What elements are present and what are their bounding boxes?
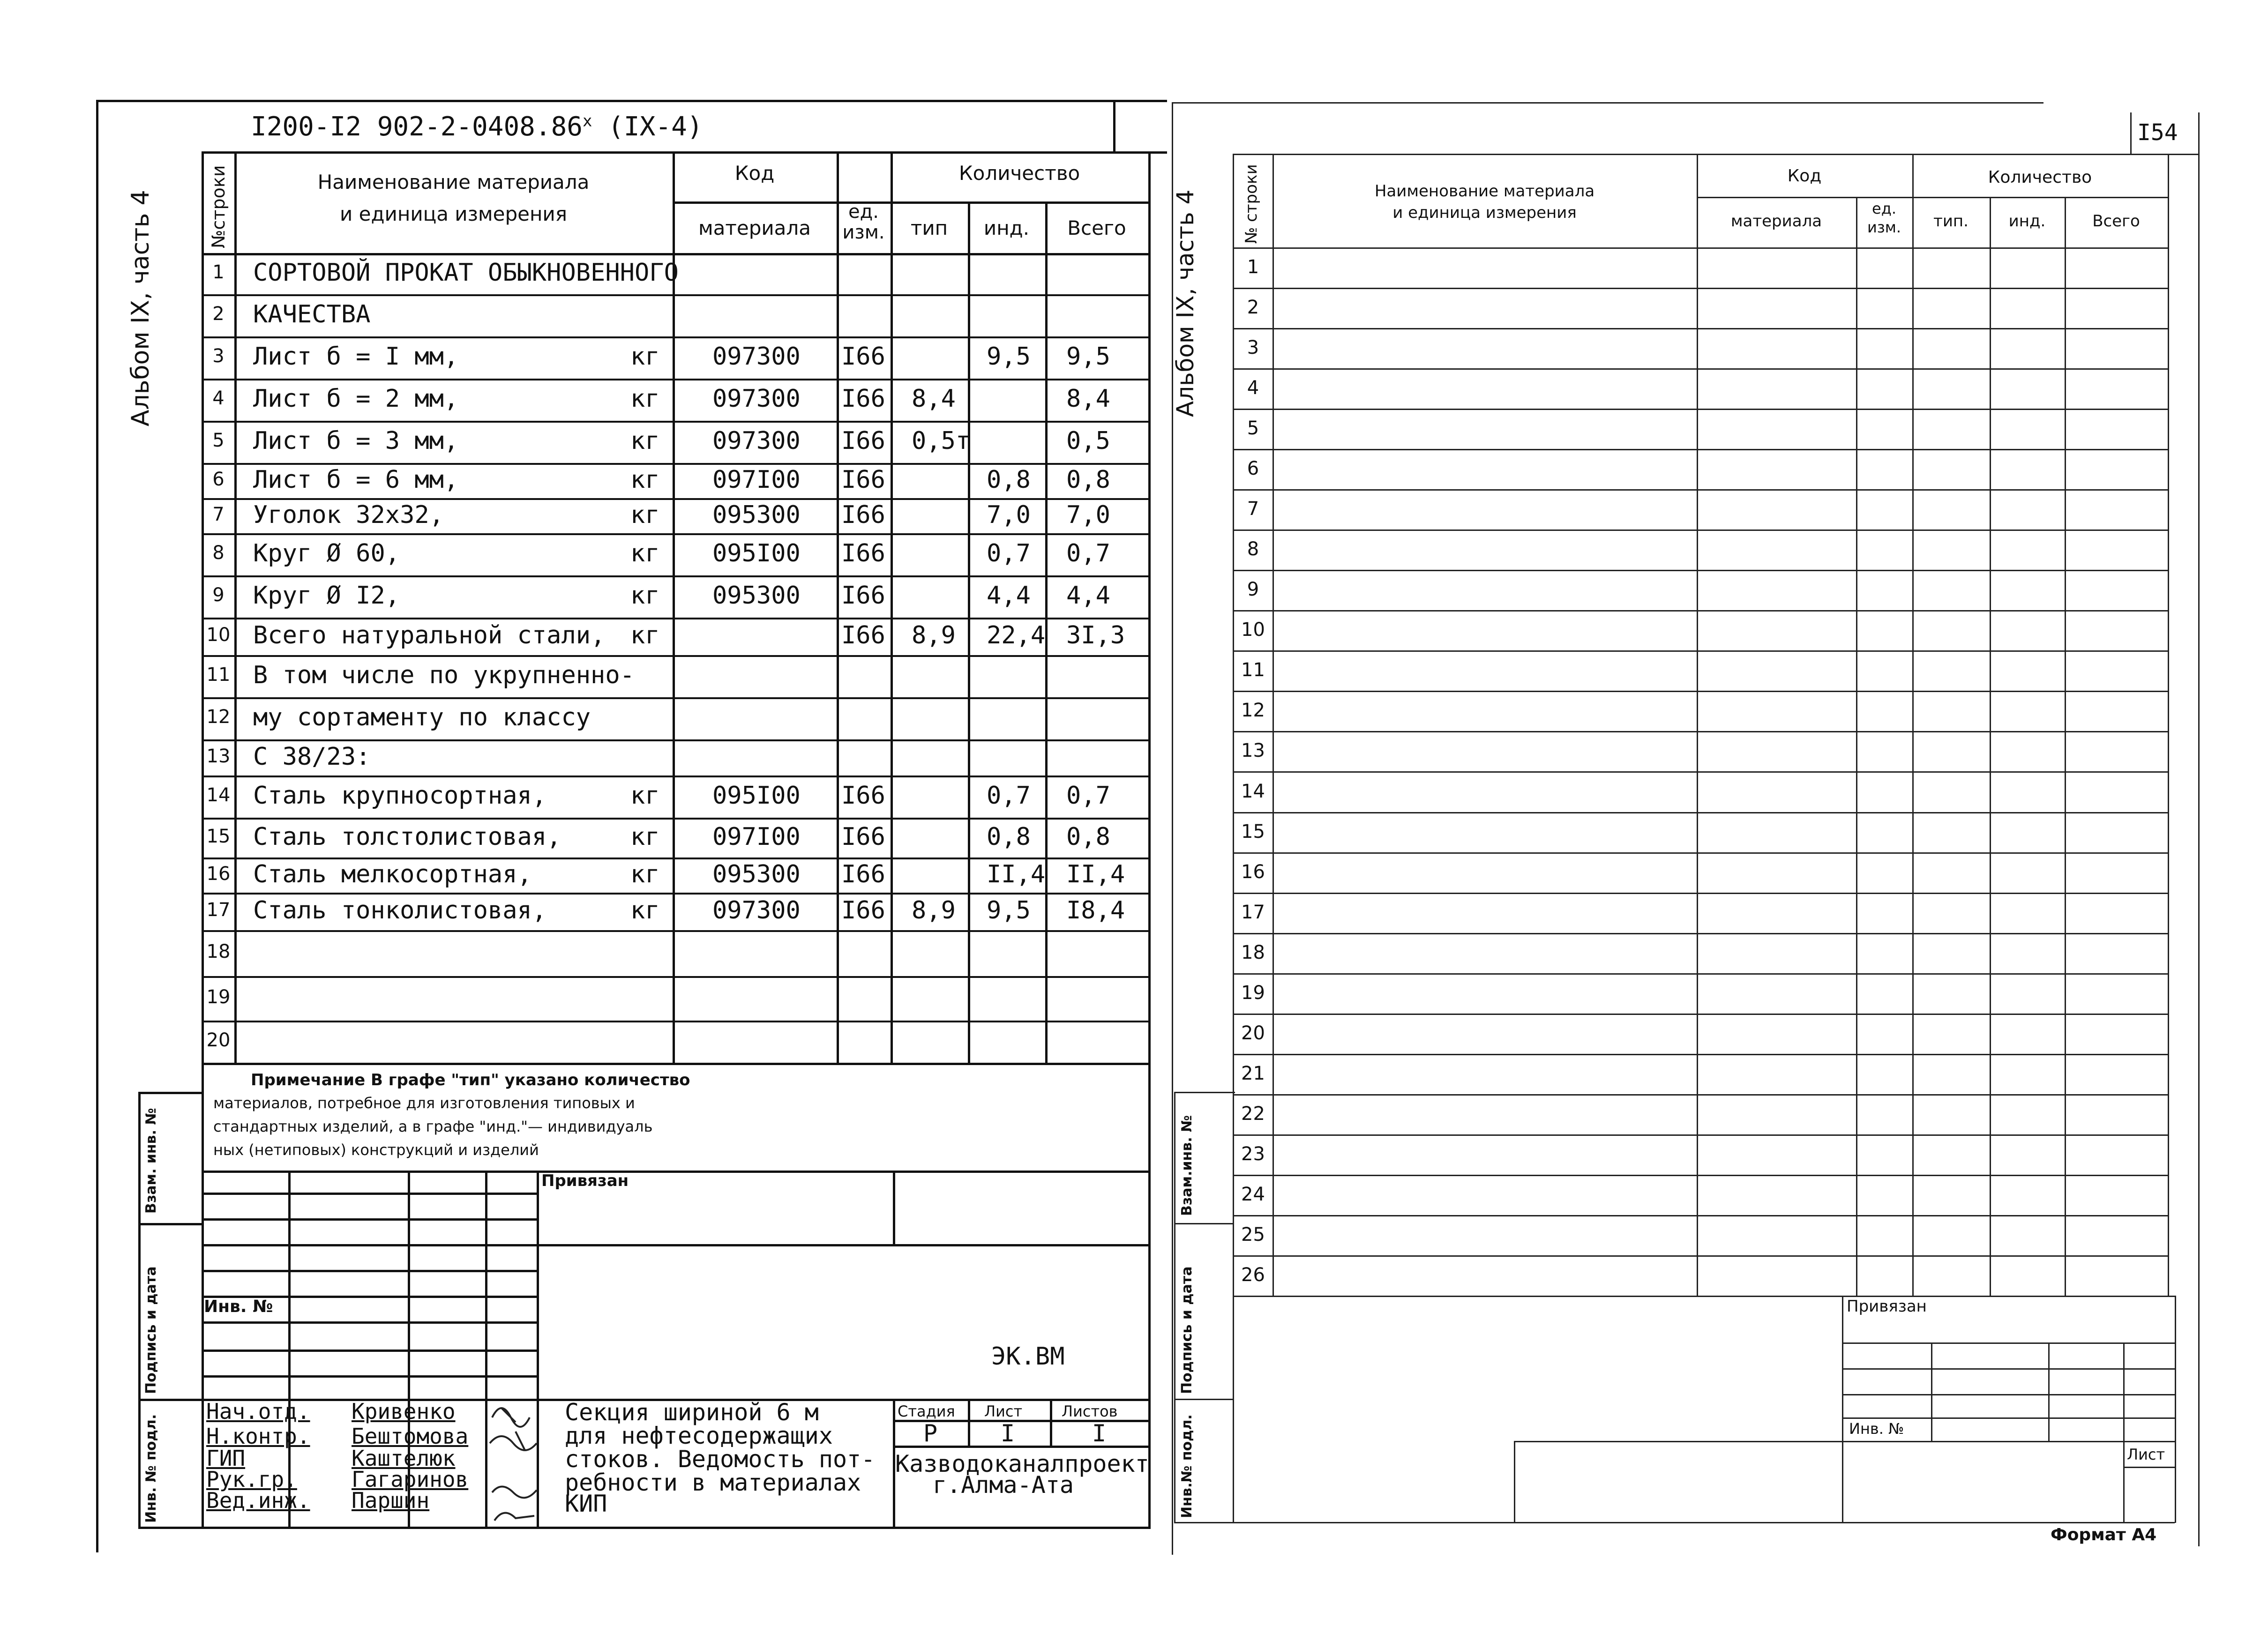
qty-ind: 4,4 [987, 582, 1031, 610]
row-number: 7 [212, 503, 225, 525]
format-label: Формат А4 [2051, 1525, 2157, 1544]
qty-type-header-right: тип. [1933, 212, 1969, 231]
row-number: 6 [212, 468, 225, 490]
row-number: 1 [212, 261, 225, 283]
inv-no-label-right: Инв. № [1849, 1420, 1904, 1438]
album-side-label-right: Альбом IX, часть 4 [1172, 189, 1199, 417]
row-number: 4 [212, 388, 225, 409]
qty-total: 3I,3 [1066, 621, 1125, 649]
row-number: 13 [1241, 740, 1265, 761]
material-name: Сталь толстолистовая, [253, 822, 561, 851]
row-no-header: №строки [208, 165, 229, 248]
note-line: ных (нетиповых) конструкций и изделий [213, 1141, 539, 1159]
qty-total-header-right: Всего [2092, 212, 2140, 231]
row-number: 12 [206, 706, 231, 728]
unit-name: кг [630, 427, 660, 455]
material-code: 097300 [712, 385, 801, 413]
role-title: Рук.гр. [206, 1467, 297, 1492]
sheet-value: I [1001, 1420, 1015, 1447]
qty-total: 0,8 [1066, 465, 1110, 494]
row-number: 7 [1247, 498, 1259, 520]
side-stamp-inv-right: Инв.№ подл. [1179, 1414, 1195, 1518]
unit-name: кг [630, 860, 660, 888]
qty-total: 0,7 [1066, 539, 1110, 567]
sheets-header: Листов [1062, 1402, 1118, 1420]
row-number: 6 [1247, 458, 1259, 479]
unit-code: I66 [841, 782, 885, 810]
material-code: 097300 [712, 343, 801, 371]
qty-total: II,4 [1066, 860, 1125, 888]
unit-code: I66 [841, 385, 885, 413]
qty-ind: 7,0 [987, 500, 1031, 529]
unit-code: I66 [841, 343, 885, 371]
stage-header: Стадия [898, 1402, 955, 1420]
material-name: Сталь тонколистовая, [253, 896, 547, 925]
row-number: 13 [206, 745, 231, 767]
unit-name: кг [630, 582, 660, 610]
qty-type-header: тип [910, 216, 948, 239]
material-code: 095300 [712, 860, 801, 888]
row-number: 10 [1241, 619, 1265, 641]
qty-ind-header-right: инд. [2008, 212, 2046, 231]
row-number: 11 [206, 664, 231, 686]
unit-name: кг [630, 782, 660, 810]
row-number: 15 [1241, 821, 1265, 843]
side-stamp-vzam-right: Взам.инв. № [1179, 1115, 1195, 1216]
row-number: 17 [1241, 902, 1265, 923]
stage-value: Р [923, 1420, 938, 1447]
row-no-header-right: № строки [1242, 164, 1261, 244]
row-number: 9 [1247, 579, 1259, 600]
org-name: Казводоканалпроект [895, 1450, 1149, 1477]
row-number: 23 [1241, 1143, 1265, 1165]
row-number: 19 [206, 986, 231, 1008]
role-person: Бештомова [352, 1424, 469, 1449]
row-number: 17 [206, 899, 231, 921]
unit-name: кг [630, 385, 660, 413]
title-line: для нефтесодержащих [565, 1422, 833, 1449]
row-number: 2 [1247, 297, 1259, 318]
qty-total: 0,5 [1066, 427, 1110, 455]
qty-type: 0,5т [912, 427, 971, 455]
material-name: Лист б = 2 мм, [253, 385, 459, 413]
material-name: Сталь крупносортная, [253, 782, 547, 810]
inv-no-label: Инв. № [204, 1297, 273, 1316]
qty-ind: 9,5 [987, 343, 1031, 371]
row-number: 5 [212, 430, 225, 451]
title-line: Секция шириной 6 м [565, 1399, 819, 1426]
page-number: I54 [2137, 119, 2178, 146]
name-header: Наименование материала и единица измерения [317, 171, 590, 225]
role-person: Паршин [352, 1488, 430, 1513]
row-number: 2 [212, 303, 225, 325]
row-number: 8 [212, 542, 225, 564]
qty-total: 8,4 [1066, 385, 1110, 413]
material-name: Лист б = I мм, [253, 343, 459, 371]
role-person: Кривенко [352, 1399, 456, 1424]
qty-ind: 0,7 [987, 539, 1031, 567]
title-line: ребности в материалах [565, 1469, 861, 1496]
row-number: 21 [1241, 1063, 1265, 1084]
unit-name: кг [630, 621, 660, 649]
material-code: 095300 [712, 582, 801, 610]
material-code: 095300 [712, 500, 801, 529]
unit-code: I66 [841, 539, 885, 567]
row-number: 3 [212, 345, 225, 367]
side-stamp-inv: Инв. № подл. [143, 1414, 159, 1523]
row-number: 24 [1241, 1184, 1265, 1205]
row-number: 16 [1241, 861, 1265, 883]
quantity-header-right: Количество [1988, 168, 2092, 187]
side-stamp-podpis-right: Подпись и дата [1179, 1266, 1195, 1394]
note-line: стандартных изделий, а в графе "инд."— индивидуаль [213, 1118, 653, 1135]
qty-total: 4,4 [1066, 582, 1110, 610]
row-number: 18 [1241, 942, 1265, 963]
row-number: 20 [206, 1029, 231, 1051]
unit-code: I66 [841, 582, 885, 610]
material-name: Всего натуральной стали, [253, 621, 606, 649]
unit-code: I66 [841, 822, 885, 851]
material-name: СОРТОВОЙ ПРОКАТ ОБЫКНОВЕННОГО [253, 259, 679, 287]
row-number: 1 [1247, 256, 1259, 278]
row-number: 8 [1247, 538, 1259, 560]
row-number: 11 [1241, 659, 1265, 681]
role-title: ГИП [206, 1446, 246, 1471]
doc-mark: ЭК.ВМ [991, 1342, 1065, 1371]
qty-type: 8,9 [912, 621, 956, 649]
code-material-header: материала [698, 216, 811, 239]
list-label-right: Лист [2127, 1446, 2165, 1463]
document-code: I200-I2 902-2-0408.86$^x$ (IX-4) [251, 112, 703, 142]
qty-ind: 22,4 [987, 621, 1046, 649]
quantity-header: Количество [958, 162, 1080, 185]
material-name: Лист б = 3 мм, [253, 427, 459, 455]
material-name: КАЧЕСТВА [253, 300, 371, 328]
unit-code: I66 [841, 427, 885, 455]
qty-ind: 9,5 [987, 896, 1031, 925]
code-header: Код [734, 162, 775, 185]
role-title: Вед.инж. [206, 1488, 310, 1513]
material-code: 095I00 [712, 539, 801, 567]
unit-code: I66 [841, 500, 885, 529]
role-title: Нач.отд. [206, 1399, 310, 1424]
material-name: С 38/23: [253, 742, 371, 771]
qty-ind: 0,7 [987, 782, 1031, 810]
privyazan-label-right: Привязан [1847, 1297, 1927, 1316]
row-number: 26 [1241, 1264, 1265, 1286]
material-name: Круг Ø 60, [253, 539, 400, 567]
row-number: 15 [206, 825, 231, 847]
role-person: Гагаринов [352, 1467, 469, 1492]
unit-name: кг [630, 465, 660, 494]
material-name: В том числе по укрупненно- [253, 661, 635, 689]
code-material-header-right: материала [1730, 212, 1822, 231]
material-code: 097300 [712, 427, 801, 455]
row-number: 5 [1247, 418, 1259, 439]
material-code: 097I00 [712, 822, 801, 851]
qty-ind-header: инд. [983, 216, 1030, 239]
side-stamp-podpis: Подпись и дата [143, 1266, 159, 1394]
row-number: 18 [206, 941, 231, 962]
unit-name: кг [630, 500, 660, 529]
row-number: 4 [1247, 377, 1259, 399]
qty-total: 0,7 [1066, 782, 1110, 810]
unit-code: I66 [841, 896, 885, 925]
material-name: Круг Ø I2, [253, 582, 400, 610]
unit-name: кг [630, 896, 660, 925]
role-person: Каштелюк [352, 1446, 456, 1471]
row-number: 12 [1241, 700, 1265, 721]
unit-code: I66 [841, 621, 885, 649]
material-name: му сортаменту по классу [253, 703, 591, 731]
qty-ind: 0,8 [987, 822, 1031, 851]
sheets-value: I [1092, 1420, 1107, 1447]
note-line: материалов, потребное для изготовления типовых и [213, 1094, 635, 1112]
row-number: 19 [1241, 982, 1265, 1004]
note-line: Примечание В графе "тип" указано количество [251, 1071, 690, 1089]
row-number: 20 [1241, 1022, 1265, 1044]
qty-total: 7,0 [1066, 500, 1110, 529]
unit-name: кг [630, 822, 660, 851]
qty-total: 0,8 [1066, 822, 1110, 851]
name-header-right: Наименование материала и единица измерения [1374, 182, 1595, 222]
qty-type: 8,4 [912, 385, 956, 413]
title-line: стоков. Ведомость пот- [565, 1446, 876, 1473]
qty-total: 9,5 [1066, 343, 1110, 371]
row-number: 25 [1241, 1224, 1265, 1245]
material-code: 095I00 [712, 782, 801, 810]
qty-ind: II,4 [987, 860, 1046, 888]
row-number: 14 [206, 784, 231, 806]
unit-header: ед. изм. [842, 201, 885, 243]
side-stamp-vzam: Взам. инв. № [143, 1108, 159, 1214]
privyazan-label: Привязан [541, 1171, 629, 1190]
row-number: 14 [1241, 781, 1265, 802]
row-number: 9 [212, 584, 225, 606]
code-header-right: Код [1787, 166, 1822, 186]
unit-code: I66 [841, 465, 885, 494]
row-number: 16 [206, 863, 231, 885]
material-name: Уголок 32x32, [253, 500, 444, 529]
unit-header-right: ед. изм. [1867, 200, 1901, 236]
row-number: 10 [206, 624, 231, 646]
material-name: Сталь мелкосортная, [253, 860, 532, 888]
album-side-label: Альбом IX, часть 4 [127, 190, 155, 426]
sheet-header: Лист [984, 1402, 1023, 1420]
row-number: 3 [1247, 337, 1259, 358]
signatures [483, 1399, 548, 1525]
unit-code: I66 [841, 860, 885, 888]
row-number: 22 [1241, 1103, 1265, 1125]
material-name: Лист б = 6 мм, [253, 465, 459, 494]
unit-name: кг [630, 539, 660, 567]
qty-total-header: Всего [1067, 216, 1126, 239]
role-title: Н.контр. [206, 1424, 310, 1449]
unit-name: кг [630, 343, 660, 371]
title-line: КИП [565, 1490, 607, 1517]
qty-ind: 0,8 [987, 465, 1031, 494]
qty-type: 8,9 [912, 896, 956, 925]
material-code: 097I00 [712, 465, 801, 494]
qty-total: I8,4 [1066, 896, 1125, 925]
material-code: 097300 [712, 896, 801, 925]
org-city: г.Алма-Ата [933, 1471, 1074, 1499]
